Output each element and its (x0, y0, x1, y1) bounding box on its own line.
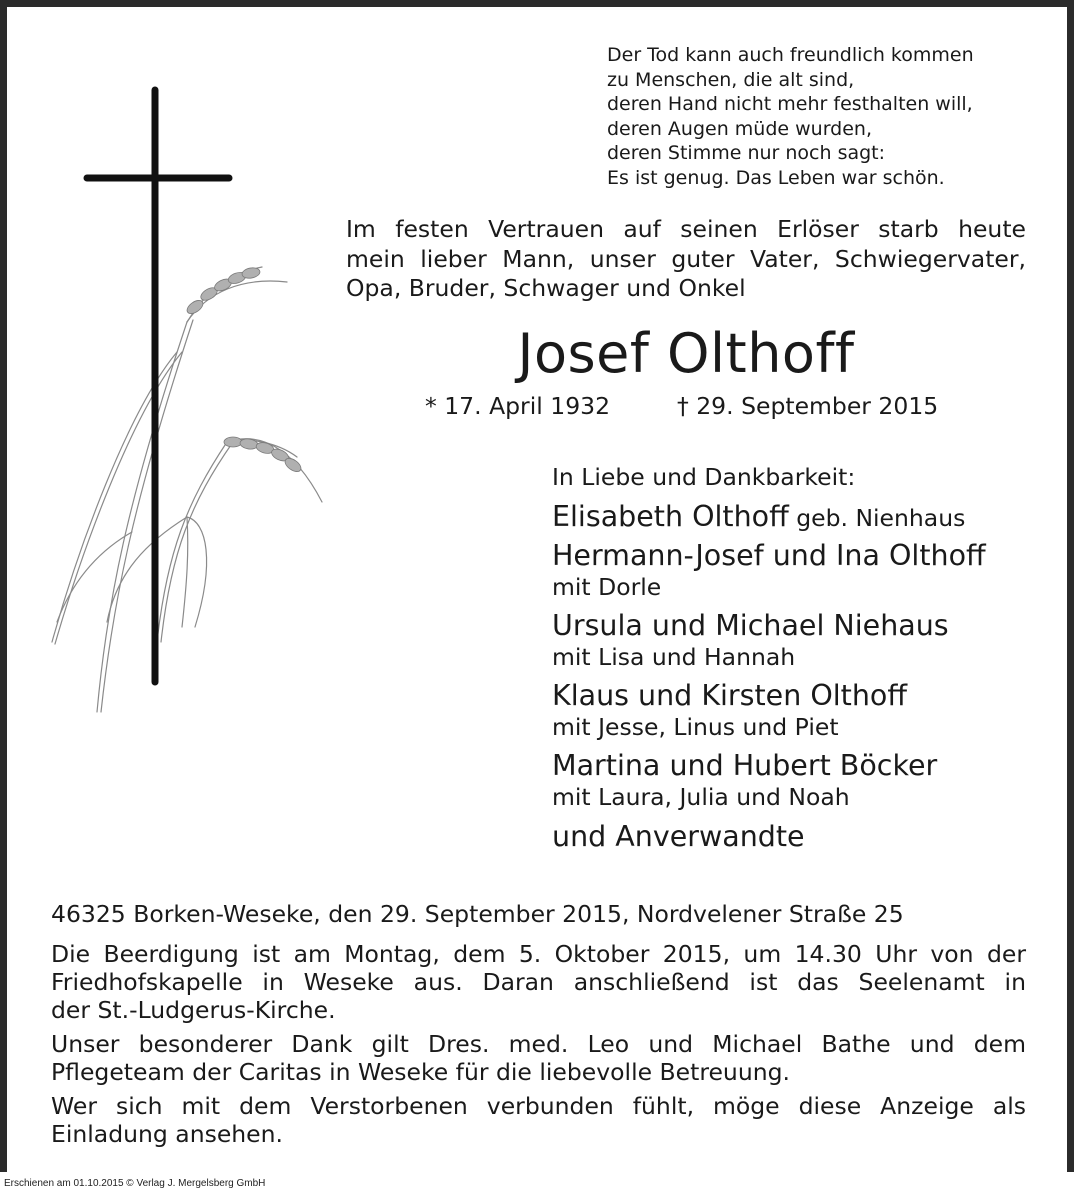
footer (0, 1172, 1074, 1196)
cross-with-wheat-icon (37, 82, 347, 742)
invitation-paragraph (51, 1092, 1026, 1148)
birth-date: * 17. April 1932 (425, 392, 611, 420)
deceased-name: Josef Olthoff (517, 322, 855, 385)
poem (607, 43, 1047, 190)
mourners-list (552, 462, 1042, 855)
mourner-sub: mit Jesse, Linus und Piet (552, 713, 839, 741)
mourner-name: Ursula und Michael Niehaus (552, 609, 949, 642)
paragraph-line: Friedhofskapelle in Weseke aus. Daran anschließend ist das Seelenamt in (51, 968, 1026, 996)
mourner-name: Martina und Hubert Böcker (552, 749, 938, 782)
mourner-sub: mit Laura, Julia und Noah (552, 783, 850, 811)
mourner-name-text: Elisabeth Olthoff (552, 500, 789, 533)
paragraph-line: Unser besonderer Dank gilt Dres. med. Leo und Michael Bathe und dem (51, 1030, 1026, 1058)
poem-line: zu Menschen, die alt sind, (607, 68, 855, 91)
announcement-intro (346, 215, 1026, 304)
mourners-intro: In Liebe und Dankbarkeit: (552, 463, 856, 491)
obituary-sheet (7, 7, 1067, 1172)
poem-line: deren Stimme nur noch sagt: (607, 142, 886, 164)
mourner-name: Hermann-Josef und Ina Olthoff (552, 539, 986, 572)
poem-line: Es ist genug. Das Leben war schön. (607, 166, 945, 189)
address-line: 46325 Borken-Weseke, den 29. September 2015, Nordvelener Straße 25 (51, 900, 904, 928)
mourner-name (552, 500, 1042, 535)
poem-line: Der Tod kann auch freundlich kommen (607, 44, 974, 66)
paragraph-line: der St.-Ludgerus-Kirche. (51, 996, 336, 1024)
publication-note: Erschienen am 01.10.2015 © Verlag J. Mergelsberg GmbH (4, 1178, 266, 1189)
intro-line: mein lieber Mann, unser guter Vater, Schwiegervater, (346, 244, 1026, 273)
funeral-paragraph (51, 940, 1026, 1024)
paragraph-line: Die Beerdigung ist am Montag, dem 5. Oktober 2015, um 14.30 Uhr von der (51, 940, 1026, 968)
poem-line: deren Augen müde wurden, (607, 117, 873, 140)
notice-details (51, 900, 1026, 1154)
mourner-name-suffix: geb. Nienhaus (788, 504, 966, 532)
paragraph-line: Einladung ansehen. (51, 1120, 284, 1148)
death-date: † 29. September 2015 (677, 392, 939, 420)
mourners-closing: und Anverwandte (552, 820, 805, 853)
paragraph-line: Pflegeteam der Caritas in Weseke für die liebevolle Betreuung. (51, 1058, 790, 1086)
intro-line: Opa, Bruder, Schwager und Onkel (346, 274, 746, 302)
poem-line: deren Hand nicht mehr festhalten will, (607, 93, 973, 115)
mourner-sub: mit Dorle (552, 573, 662, 601)
mourner-name: Klaus und Kirsten Olthoff (552, 679, 907, 712)
mourner-sub: mit Lisa und Hannah (552, 643, 796, 671)
intro-line: Im festen Vertrauen auf seinen Erlöser starb heute (346, 215, 1026, 243)
thanks-paragraph (51, 1030, 1026, 1086)
paragraph-line: Wer sich mit dem Verstorbenen verbunden fühlt, möge diese Anzeige als (51, 1092, 1026, 1120)
